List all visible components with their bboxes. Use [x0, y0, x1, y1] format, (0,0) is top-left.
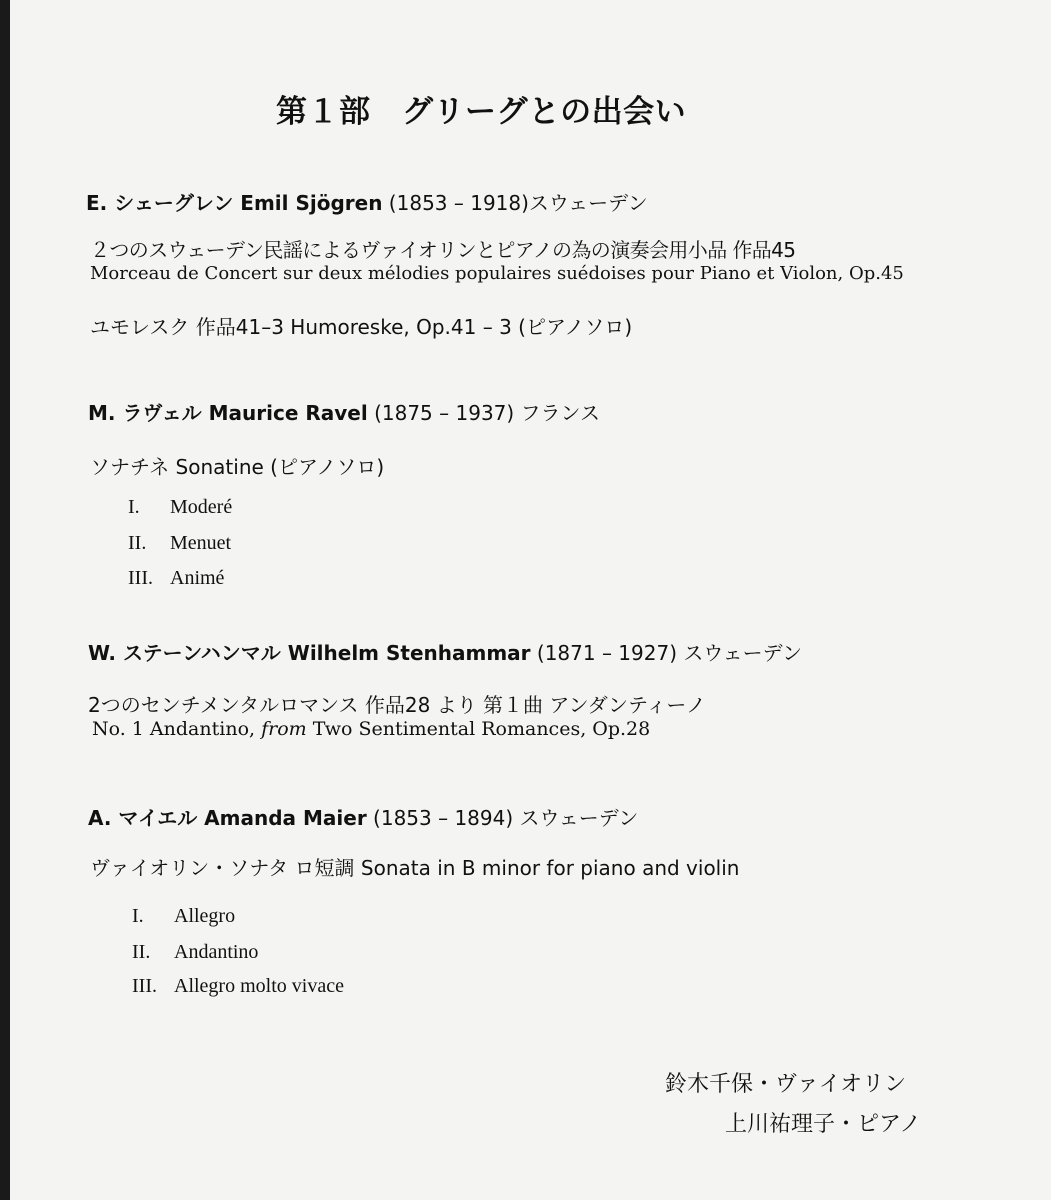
composer-name: E. シェーグレン Emil Sjögren	[86, 191, 383, 215]
movement-number: I.	[132, 905, 144, 927]
composer-name: W. ステーンハンマル Wilhelm Stenhammar	[88, 641, 531, 665]
composer-heading-maier	[88, 802, 638, 831]
composer-name: M. ラヴェル Maurice Ravel	[88, 401, 368, 425]
composer-dates: (1853 – 1894) スウェーデン	[366, 806, 639, 830]
movement-title: Allegro	[174, 905, 236, 927]
composer-heading-sjogren	[86, 187, 648, 216]
movement-number: II.	[128, 532, 147, 554]
piece-title-jp: ヴァイオリン・ソナタ ロ短調 Sonata in B minor for piano and violin	[90, 856, 740, 880]
movement-number: III.	[128, 567, 153, 589]
composer-name: A. マイエル Amanda Maier	[88, 806, 367, 830]
page-title: 第１部 グリーグとの出会い	[276, 94, 687, 130]
movement-item	[128, 532, 231, 555]
movement-title: Menuet	[170, 532, 232, 554]
performer-violin: 鈴木千保・ヴァイオリン	[665, 1072, 907, 1097]
movement-title: Andantino	[174, 941, 259, 963]
piece-title-jp: ソナチネ Sonatine (ピアノソロ)	[90, 455, 385, 479]
movement-title: Animé	[170, 567, 225, 589]
movement-item	[132, 975, 344, 998]
movement-number: III.	[132, 975, 157, 997]
movement-item	[128, 567, 224, 590]
movement-item	[132, 941, 258, 964]
movement-number: I.	[128, 496, 140, 518]
piece-title-jp: ユモレスク 作品41–3 Humoreske, Op.41 – 3 (ピアノソロ)	[90, 315, 633, 339]
piece-title-en: Morceau de Concert sur deux mélodies populaires suédoises pour Piano et Violon, Op.45	[90, 263, 904, 284]
piece-title-jp: 2つのセンチメンタルロマンス 作品28 より 第１曲 アンダンティーノ	[88, 693, 707, 717]
movement-item	[132, 905, 235, 928]
movement-number: II.	[132, 941, 151, 963]
movement-item	[128, 496, 232, 519]
performer-piano: 上川祐理子・ピアノ	[725, 1112, 922, 1137]
composer-dates: (1875 – 1937) フランス	[367, 401, 600, 425]
program-page	[10, 0, 1051, 1200]
movement-title: Allegro molto vivace	[174, 975, 344, 997]
piece-title-en: No. 1 Andantino, from Two Sentimental Romances, Op.28	[92, 718, 651, 740]
movement-title: Moderé	[170, 496, 233, 518]
composer-dates: (1853 – 1918)スウェーデン	[382, 191, 648, 215]
composer-heading-ravel	[88, 397, 600, 426]
piece-title-jp: ２つのスウェーデン民謡によるヴァイオリンとピアノの為の演奏会用小品 作品45	[90, 238, 796, 262]
composer-heading-stenhammar	[88, 637, 802, 666]
composer-dates: (1871 – 1927) スウェーデン	[530, 641, 803, 665]
